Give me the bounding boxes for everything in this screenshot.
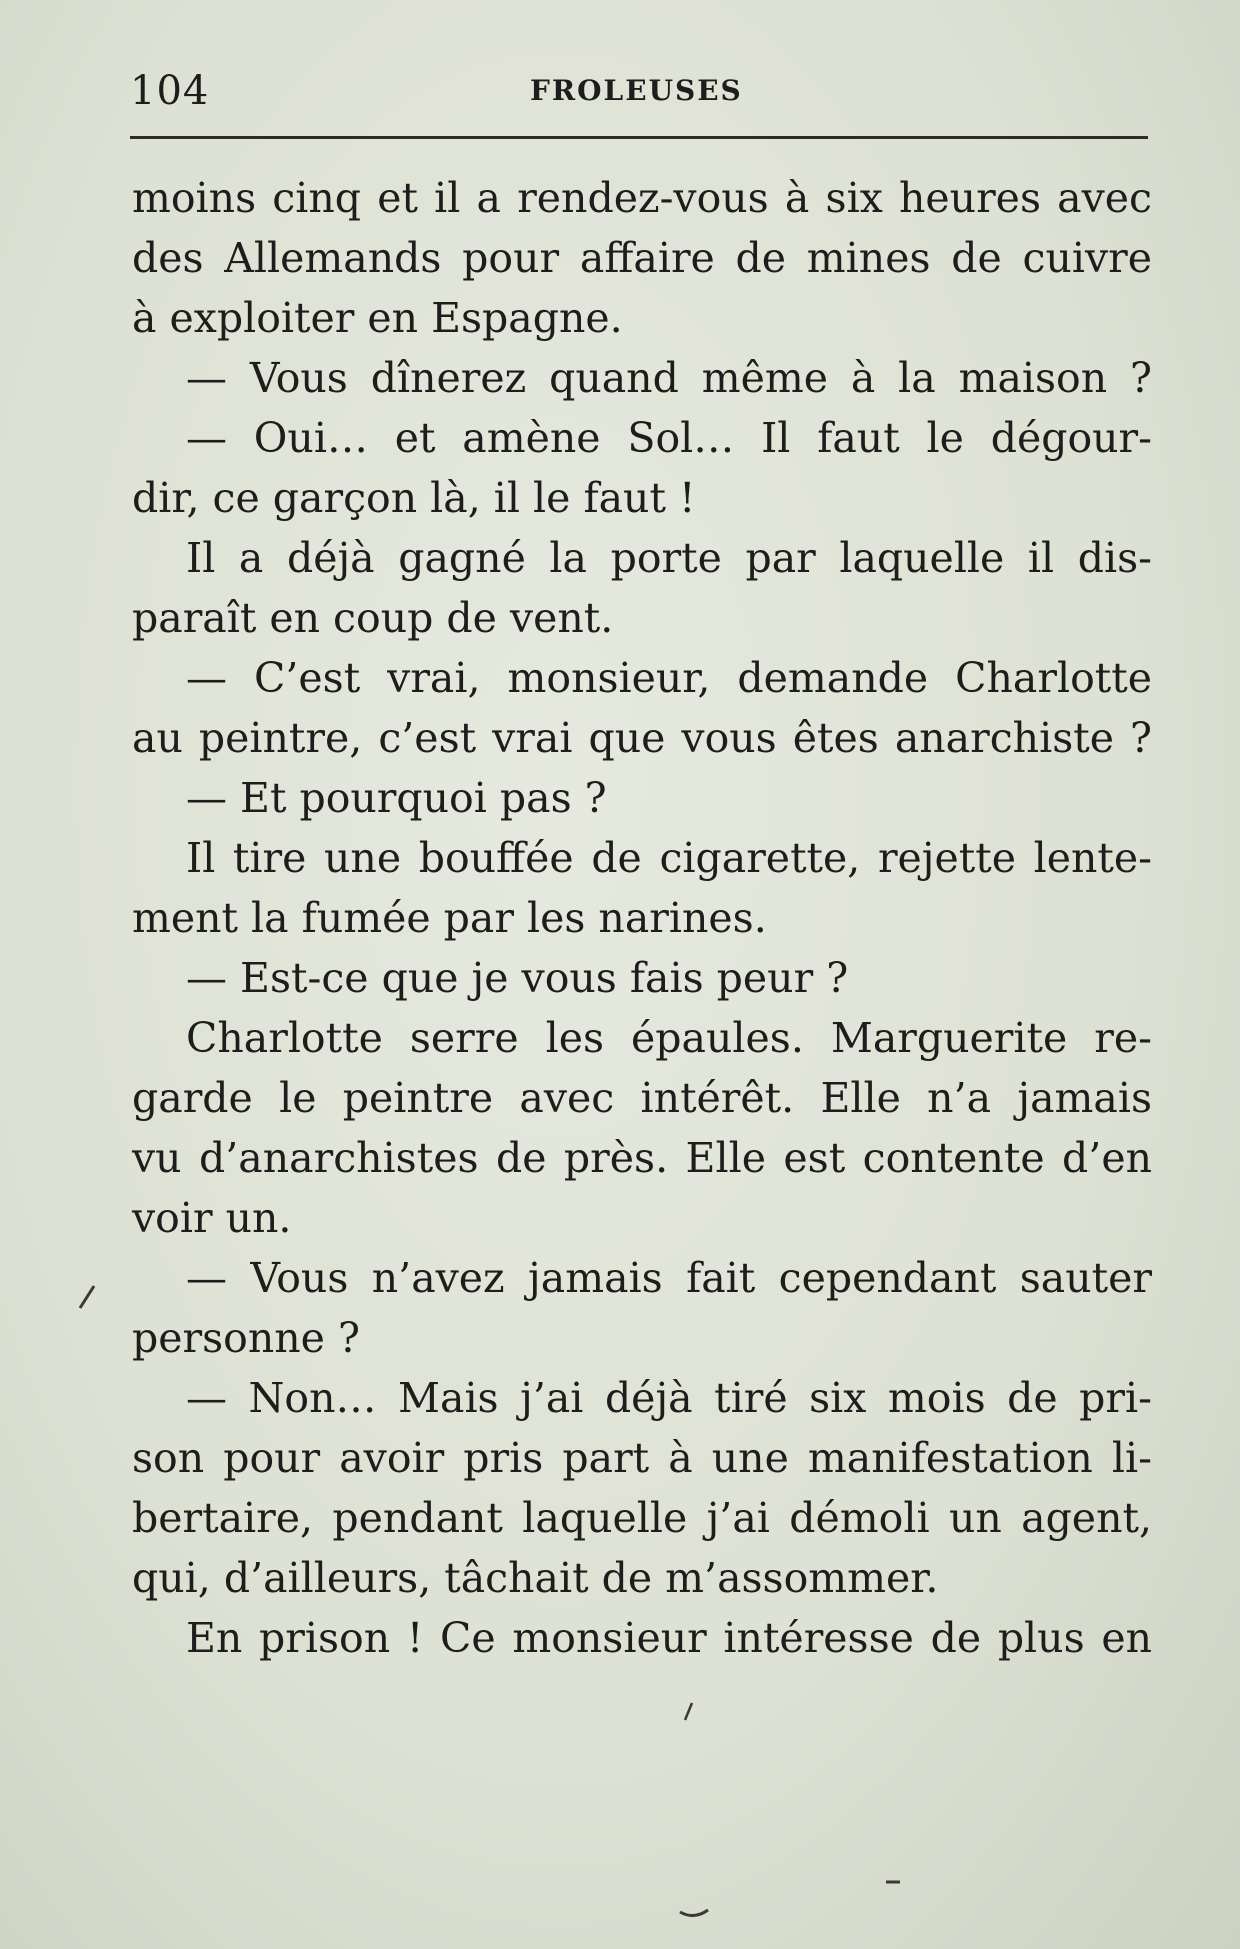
ink-mark (676, 1904, 712, 1922)
text-line: des Allemands pour affaire de mines de cuivre (132, 234, 1152, 282)
text-line: dir, ce garçon là, il le faut ! (132, 474, 696, 522)
text-line: voir un. (132, 1194, 292, 1242)
text-line: Il a déjà gagné la porte par laquelle il dis- (186, 534, 1152, 582)
text-line: garde le peintre avec intérêt. Elle n’a jamais (132, 1074, 1152, 1122)
ink-mark (884, 1878, 902, 1886)
text-line: — Est-ce que je vous fais peur ? (186, 954, 849, 1002)
text-line: vu d’anarchistes de près. Elle est contente d’en (132, 1134, 1152, 1182)
text-line: paraît en coup de vent. (132, 594, 614, 642)
text-line: Charlotte serre les épaules. Marguerite re- (186, 1014, 1152, 1062)
page-header (130, 62, 1150, 112)
text-line: ment la fumée par les narines. (132, 894, 767, 942)
text-line: à exploiter en Espagne. (132, 294, 623, 342)
text-line: — Vous n’avez jamais fait cependant sauter (186, 1254, 1152, 1302)
text-line: bertaire, pendant laquelle j’ai démoli un agent, (132, 1494, 1152, 1542)
running-head: FROLEUSES (530, 74, 743, 107)
text-line: En prison ! Ce monsieur intéresse de plus en (186, 1614, 1152, 1662)
body-text (132, 168, 1152, 1668)
text-line: Il tire une bouffée de cigarette, rejette lente- (186, 834, 1152, 882)
text-line: moins cinq et il a rendez-vous à six heures avec (132, 174, 1152, 222)
text-line: au peintre, c’est vrai que vous êtes anarchiste ? (132, 714, 1152, 762)
ink-mark (680, 1700, 696, 1724)
text-line: — Non… Mais j’ai déjà tiré six mois de pri- (186, 1374, 1152, 1422)
text-line: — Oui… et amène Sol… Il faut le dégour- (186, 414, 1152, 462)
text-line: — Vous dînerez quand même à la maison ? (186, 354, 1152, 402)
text-line: — Et pourquoi pas ? (186, 774, 607, 822)
text-line: — C’est vrai, monsieur, demande Charlotte (186, 654, 1152, 702)
text-line: qui, d’ailleurs, tâchait de m’assommer. (132, 1554, 939, 1602)
page-number: 104 (130, 68, 210, 114)
ink-mark (74, 1282, 98, 1312)
header-rule (130, 136, 1148, 139)
text-line: personne ? (132, 1314, 360, 1362)
text-line: son pour avoir pris part à une manifestation li- (132, 1434, 1152, 1482)
